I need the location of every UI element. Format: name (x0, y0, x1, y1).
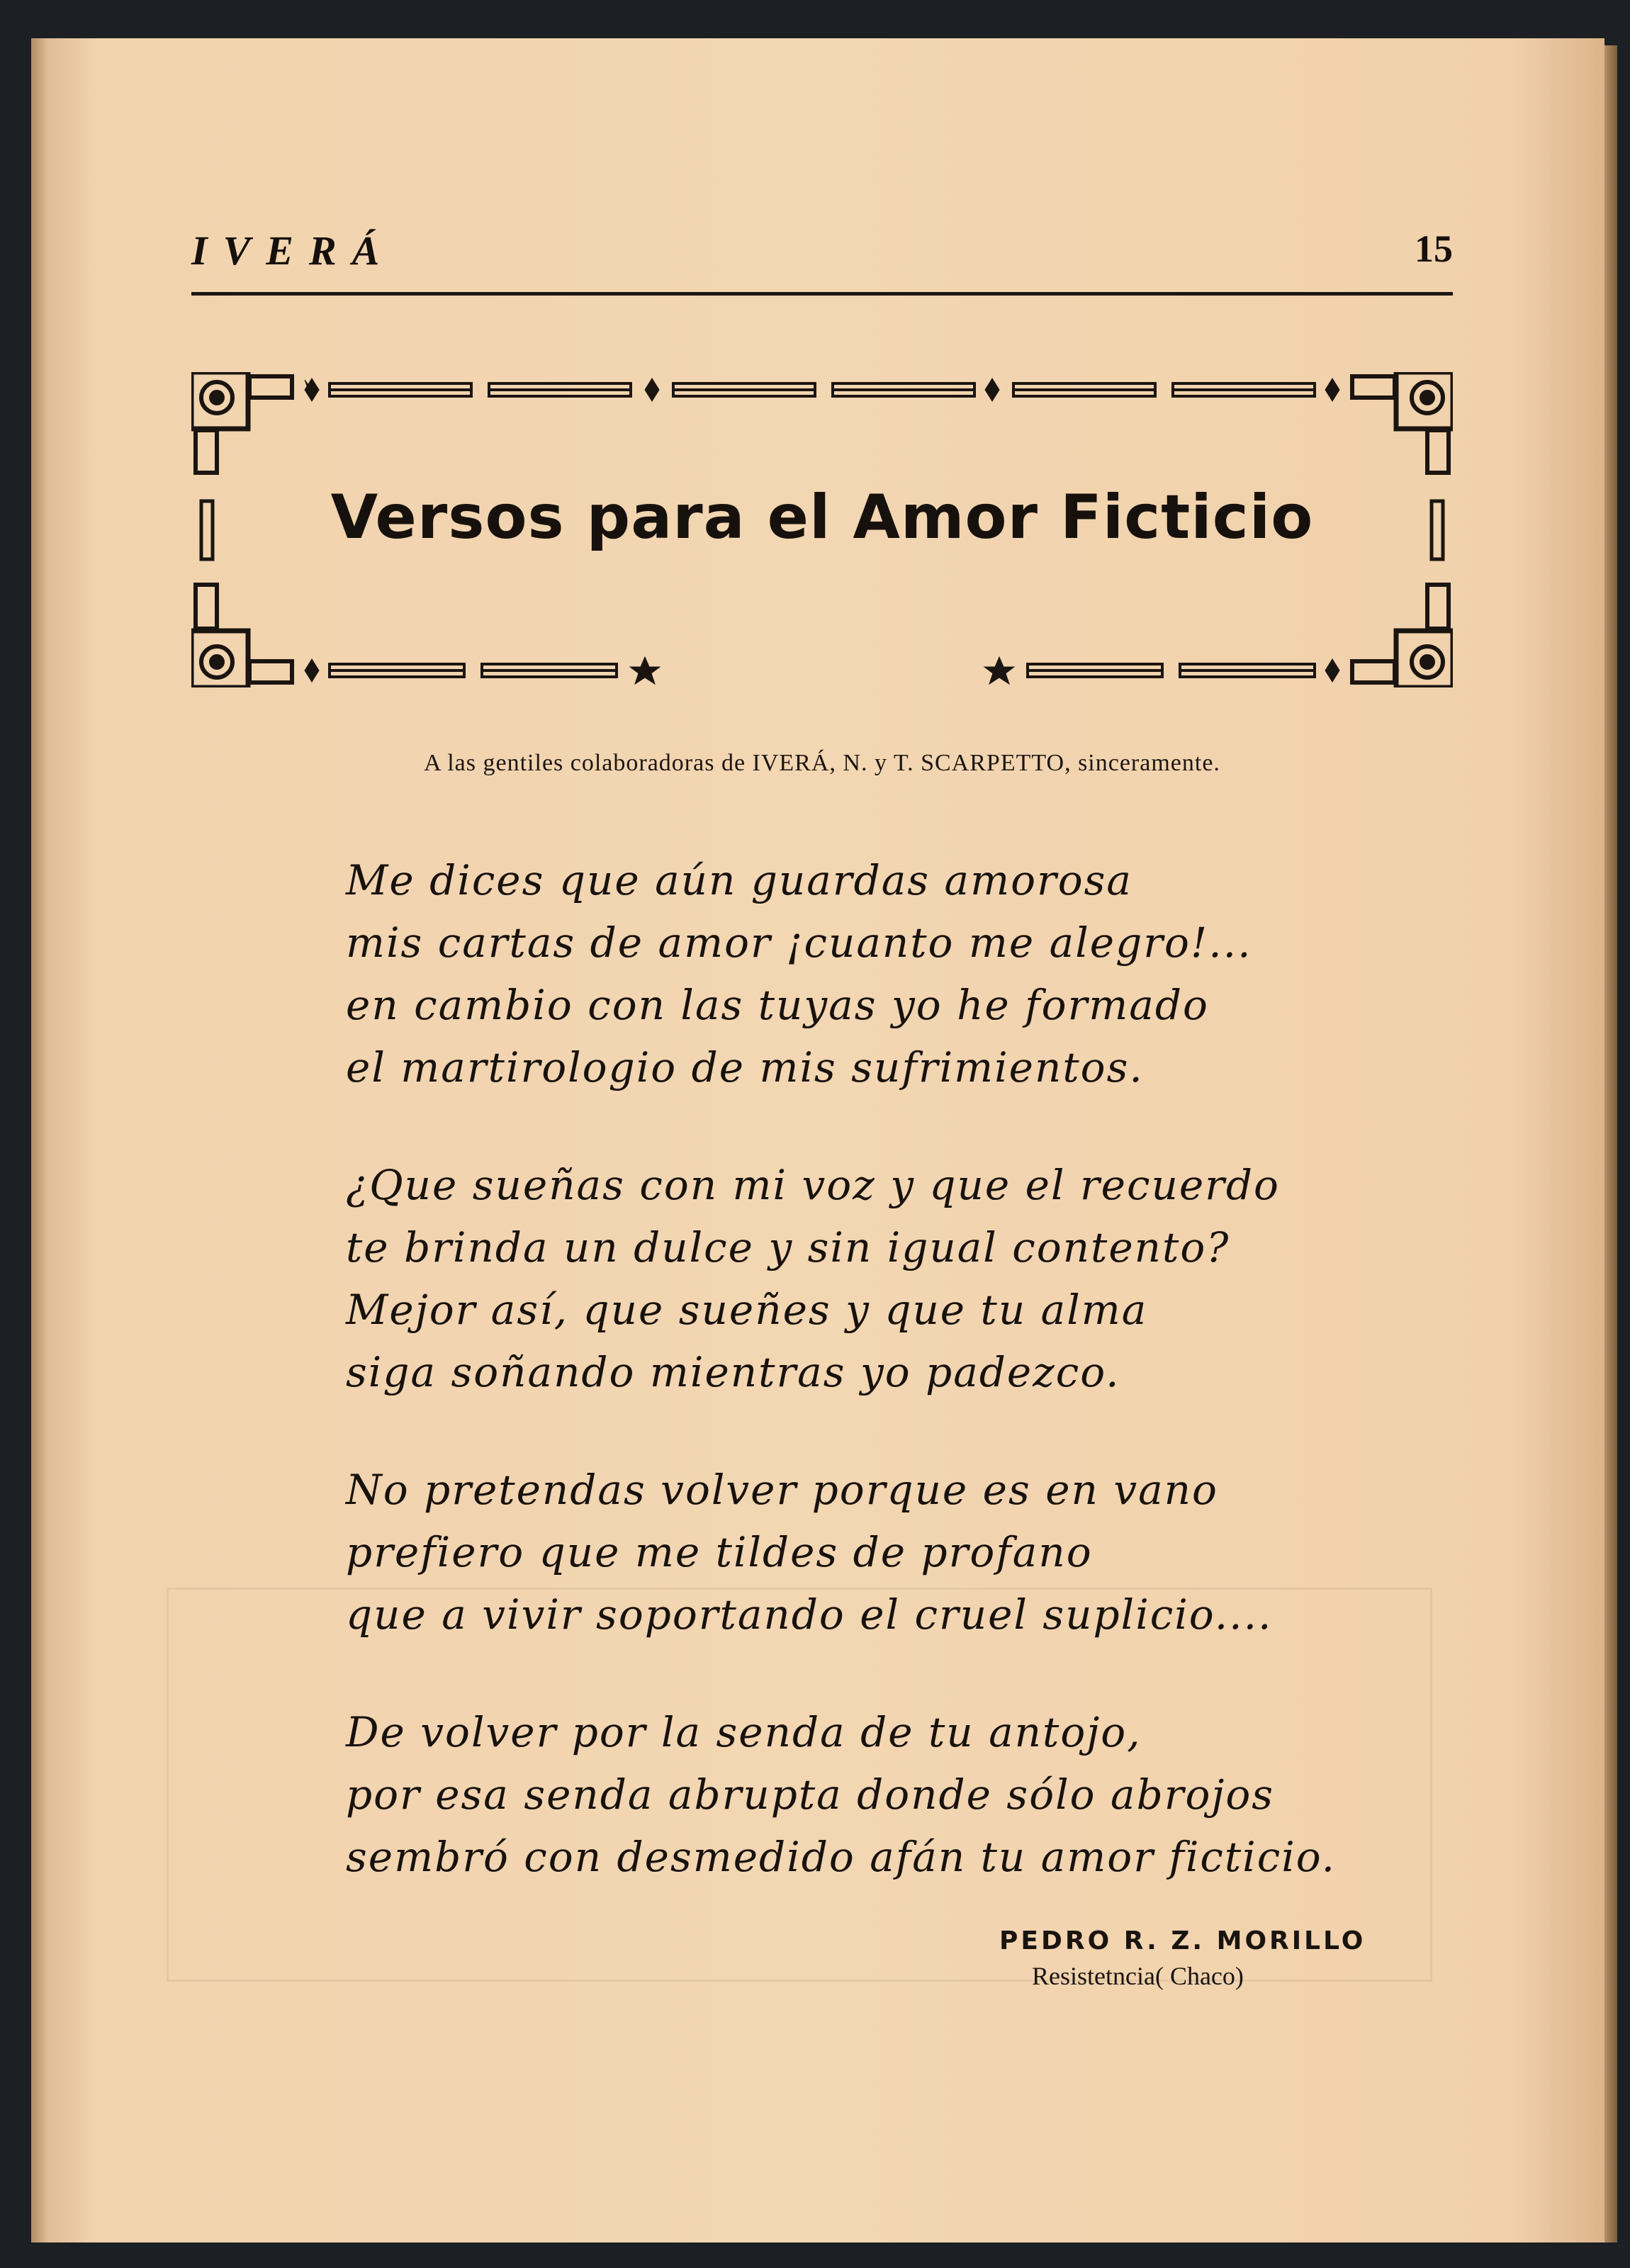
poem-body (346, 849, 1423, 1943)
signature (999, 1926, 1396, 1991)
corner-ornament-bottom-left (191, 585, 292, 687)
corner-ornament-bottom-right (1352, 585, 1453, 687)
poem-line: mis cartas de amor ¡cuanto me alegro!... (346, 919, 1252, 967)
stanza (346, 1701, 1423, 1888)
page-number: 15 (1415, 228, 1453, 270)
binding-shadow (31, 38, 47, 2242)
header-rule (191, 292, 1453, 296)
dedication: A las gentiles colaboradoras de IVERÁ, N. y T. SCARPETTO, sinceramente. (424, 750, 1220, 776)
poem-line: siga soñando mientras yo padezco. (346, 1348, 1120, 1396)
author-location: Resistetncia( Chaco) (1032, 1962, 1244, 1990)
stanza (346, 849, 1423, 1099)
poem-line: por esa senda abrupta donde sólo abrojos (346, 1770, 1275, 1819)
corner-ornament-top-left (191, 372, 292, 473)
poem-line: ¿Que sueñas con mi voz y que el recuerdo (346, 1161, 1280, 1209)
title-frame (191, 372, 1453, 687)
poem-line: De volver por la senda de tu antojo, (346, 1708, 1142, 1756)
poem-title: Versos para el Amor Ficticio (330, 482, 1314, 553)
page-edge (1604, 45, 1617, 2242)
stanza (346, 1154, 1423, 1403)
poem-line: prefiero que me tildes de profano (346, 1528, 1093, 1576)
poem-line: en cambio con las tuyas yo he formado (346, 981, 1209, 1029)
poem-line: que a vivir soportando el cruel suplicio.... (346, 1590, 1273, 1639)
poem-line: te brinda un dulce y sin igual contento? (346, 1223, 1230, 1271)
poem-line: el martirologio de mis sufrimientos. (346, 1043, 1144, 1091)
poem-line: No pretendas volver porque es en vano (346, 1466, 1218, 1514)
poem-line: Me dices que aún guardas amorosa (346, 856, 1132, 904)
author-name: PEDRO R. Z. MORILLO (999, 1926, 1366, 1955)
poem-line: Mejor así, que sueñes y que tu alma (346, 1286, 1148, 1334)
magazine-title: IVERÁ (191, 228, 395, 274)
stanza (346, 1459, 1423, 1646)
corner-ornament-top-right (1352, 372, 1453, 473)
poem-line: sembró con desmedido afán tu amor ficticio. (346, 1833, 1337, 1881)
